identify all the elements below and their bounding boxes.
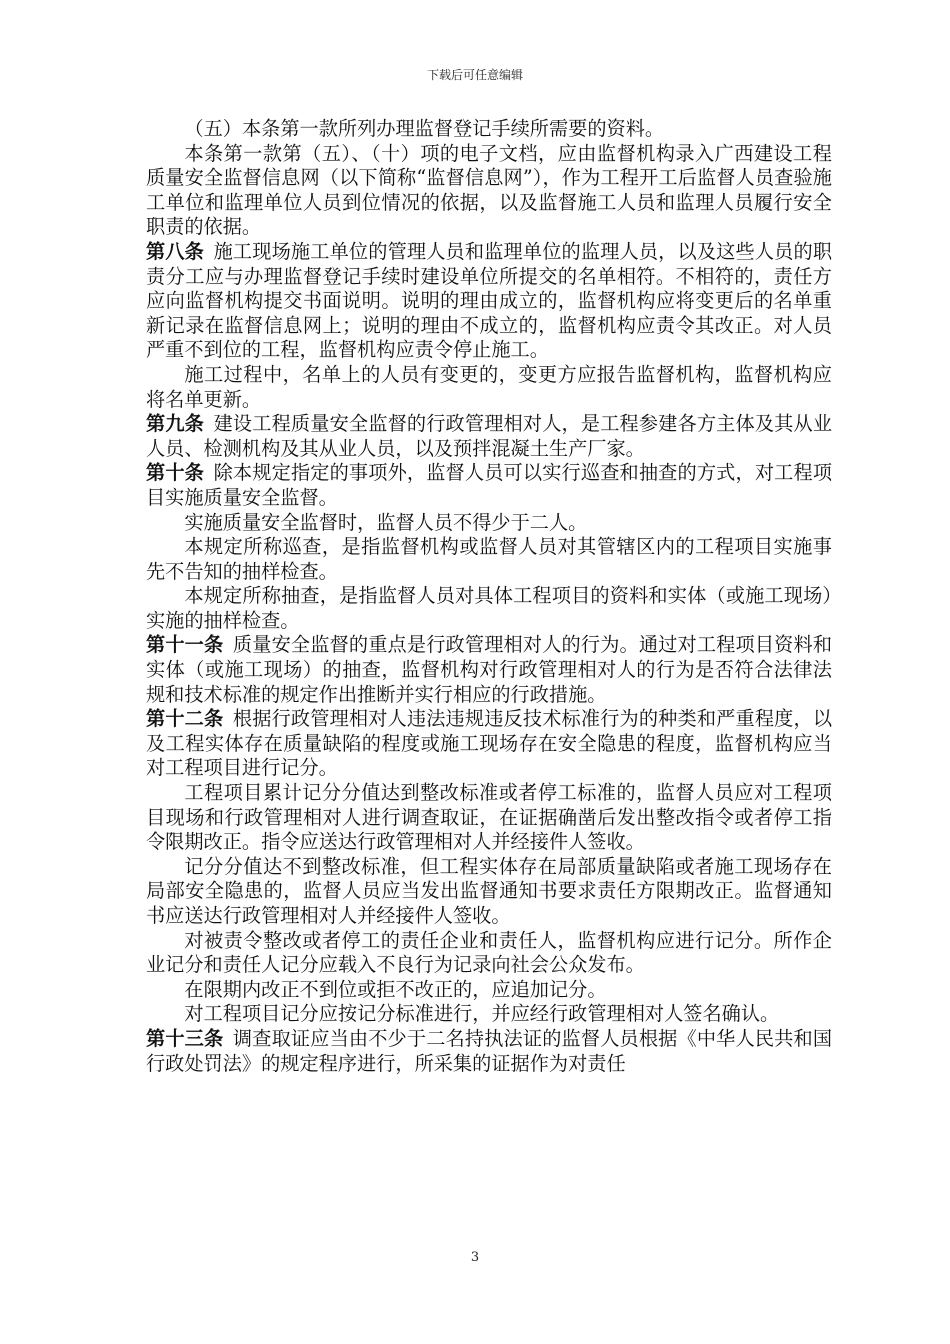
article-number: 第十三条: [146, 1026, 224, 1050]
paragraph-text: 除本规定指定的事项外，监督人员可以实行巡查和抽查的方式，对工程项目实施质量安全监督。: [146, 461, 833, 509]
body-paragraph: [146, 142, 832, 240]
article-paragraph: [146, 707, 832, 781]
paragraph-text: 建设工程质量安全监督的行政管理相对人，是工程参建各方主体及其从业人员、检测机构及其从业人员，以及预拌混凝土生产厂家。: [146, 412, 833, 460]
paragraph-text: 本条第一款第（五）、（十）项的电子文档，应由监督机构录入广西建设工程质量安全监督信息网（以下简称“监督信息网”），作为工程开工后监督人员查验施工单位和监理单位人员到位情况的依据，以及监督施工人员和监理人员履行安全职责的依据。: [146, 141, 832, 239]
body-paragraph: [146, 535, 832, 584]
article-paragraph: [146, 412, 832, 461]
paragraph-text: 在限期内改正不到位或拒不改正的，应追加记分。: [184, 977, 607, 1001]
paragraph-text: 调查取证应当由不少于二名持执法证的监督人员根据《中华人民共和国行政处罚法》的规定程序进行，所采集的证据作为对责任: [146, 1026, 833, 1075]
body-paragraph: [146, 584, 832, 633]
paragraph-text: 施工过程中，名单上的人员有变更的，变更方应报告监督机构，监督机构应将名单更新。: [146, 362, 832, 411]
article-number: 第八条: [146, 239, 204, 263]
page-number: 3: [470, 1250, 480, 1265]
paragraph-text: 质量安全监督的重点是行政管理相对人的行为。通过对工程项目资料和实体（或施工现场）的抽查，监督机构对行政管理相对人的行为是否符合法律法规和技术标准的规定作出推断并实行相应的行政措施。: [146, 633, 833, 706]
paragraph-text: 本规定所称巡查，是指监督机构或监督人员对其管辖区内的工程项目实施事先不告知的抽样检查。: [146, 535, 832, 583]
article-paragraph: [146, 1027, 832, 1076]
body-paragraph: [146, 855, 832, 929]
body-paragraph: [146, 929, 832, 978]
body-paragraph: [146, 978, 832, 1003]
page-header: 下载后可任意编辑: [426, 68, 523, 82]
paragraph-text: 对被责令整改或者停工的责任企业和责任人，监督机构应进行记分。所作企业记分和责任人记分应载入不良行为记录向社会公众发布。: [146, 928, 832, 977]
article-number: 第十一条: [146, 633, 224, 657]
paragraph-text: （五）本条第一款所列办理监督登记手续所需要的资料。: [184, 117, 665, 140]
article-number: 第九条: [146, 412, 204, 436]
body-paragraph: [146, 511, 832, 536]
body-paragraph: [146, 363, 832, 412]
paragraph-text: 施工现场施工单位的管理人员和监理单位的监理人员，以及这些人员的职责分工应与办理监督登记手续时建设单位所提交的名单相符。不相符的，责任方应向监督机构提交书面说明。说明的理由成立的，监督机构应将变更后的名单重新记录在监督信息网上；说明的理由不成立的，监督机构应责令其改正。对人员严重不到位的工程，监督机构应责令停止施工。: [146, 239, 833, 362]
article-number: 第十二条: [146, 707, 224, 731]
body-paragraph: [146, 781, 832, 855]
body-paragraph: [146, 117, 832, 142]
paragraph-text: 根据行政管理相对人违法违规违反技术标准行为的种类和严重程度，以及工程实体存在质量缺陷的程度或施工现场存在安全隐患的程度，监督机构应当对工程项目进行记分。: [146, 707, 833, 780]
article-paragraph: [146, 461, 832, 510]
article-paragraph: [146, 240, 832, 363]
paragraph-text: 对工程项目记分应按记分标准进行，并应经行政管理相对人签名确认。: [184, 1002, 780, 1026]
article-paragraph: [146, 633, 832, 707]
paragraph-text: 本规定所称抽查，是指监督人员对具体工程项目的资料和实体（或施工现场）实施的抽样检查。: [146, 584, 832, 632]
paragraph-text: 记分分值达不到整改标准，但工程实体存在局部质量缺陷或者施工现场存在局部安全隐患的，监督人员应当发出监督通知书要求责任方限期改正。监督通知书应送达行政管理相对人并经接件人签收。: [146, 854, 832, 927]
paragraph-text: 实施质量安全监督时，监督人员不得少于二人。: [184, 510, 588, 534]
document-body: [146, 117, 832, 1076]
article-number: 第十条: [146, 461, 204, 485]
paragraph-text: 工程项目累计记分分值达到整改标准或者停工标准的，监督人员应对工程项目现场和行政管理相对人进行调查取证，在证据确凿后发出整改指令或者停工指令限期改正。指令应送达行政管理相对人并经接件人签收。: [146, 781, 832, 854]
body-paragraph: [146, 1002, 832, 1027]
